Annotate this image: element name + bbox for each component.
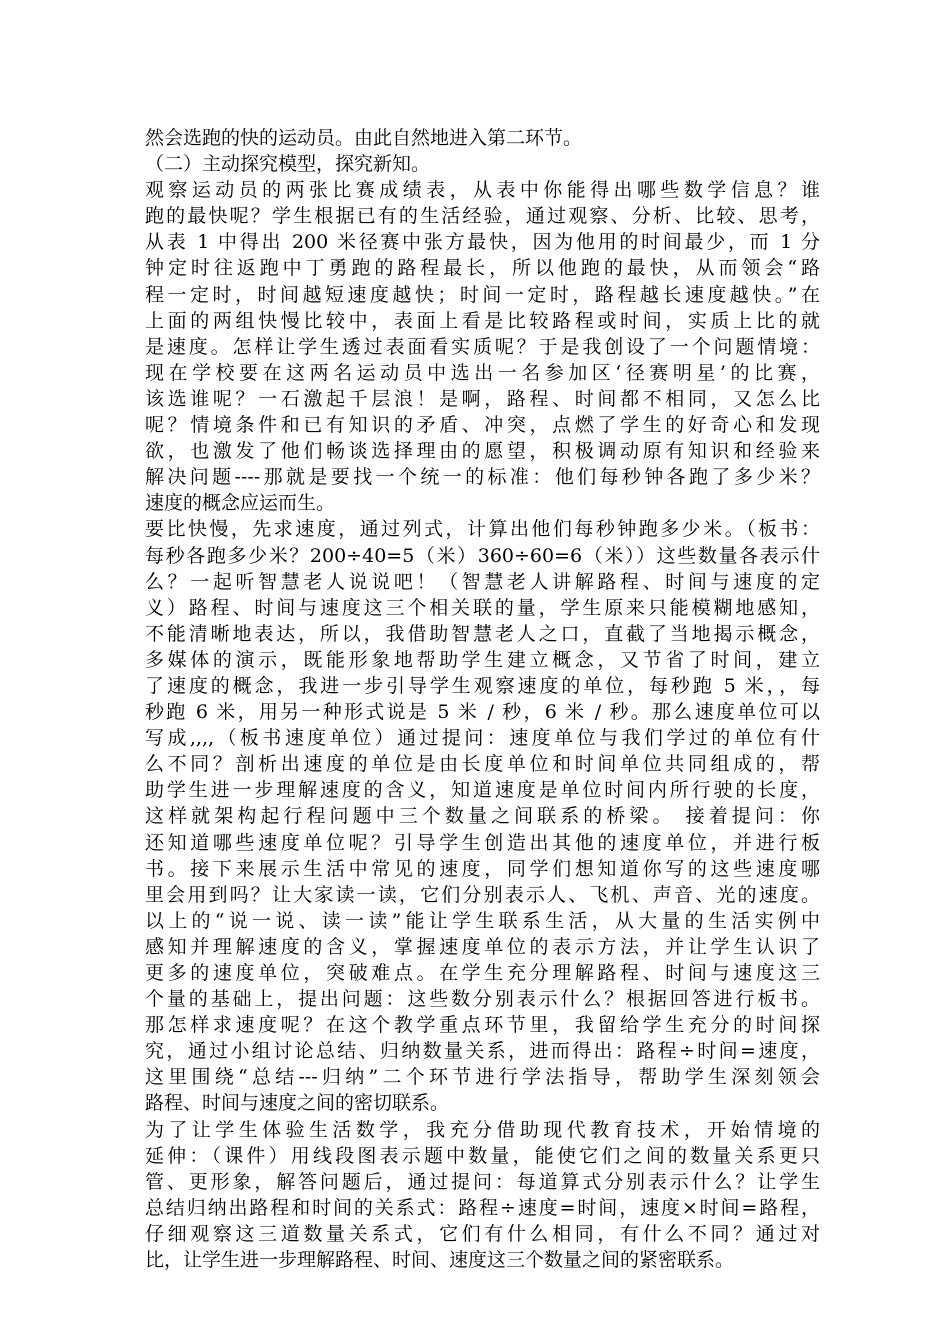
text-line: 书。接下来展示生活中常见的速度，同学们想知道你写的这些速度哪 — [145, 857, 820, 880]
text-line: 感知并理解速度的含义，掌握速度单位的表示方法，并让学生认识了 — [145, 935, 820, 958]
text-line: 欲，也激发了他们畅谈选择理由的愿望，积极调动原有知识和经验来 — [145, 440, 820, 463]
text-line: （二）主动探究模型，探究新知。 — [145, 153, 431, 176]
text-line: 以上的“说一说、读一读”能让学生联系生活，从大量的生活实例中 — [145, 909, 820, 932]
text-line: 路程、时间与速度之间的密切联系。 — [145, 1092, 450, 1115]
text-line: 上面的两组快慢比较中，表面上看是比较路程或时间，实质上比的就 — [145, 309, 820, 332]
text-line: 那怎样求速度呢？在这个教学重点环节里，我留给学生充分的时间探 — [145, 1014, 820, 1037]
text-line: 该选谁呢？一石激起千层浪！是啊，路程、时间都不相同，又怎么比 — [145, 387, 820, 410]
text-line: 要比快慢，先求速度，通过列式，计算出他们每秒钟跑多少米。（板书： — [145, 518, 820, 541]
text-line: 仔细观察这三道数量关系式，它们有什么相同，有什么不同？通过对 — [145, 1222, 820, 1245]
text-line: 是速度。怎样让学生透过表面看实质呢？于是我创设了一个问题情境： — [145, 335, 820, 358]
text-line: 总结归纳出路程和时间的关系式：路程÷速度=时间，速度×时间=路程， — [145, 1196, 820, 1219]
text-line: 这样就架构起行程问题中三个数量之间联系的桥梁。 接着提问：你 — [145, 805, 820, 828]
text-line: 究，通过小组讨论总结、归纳数量关系，进而得出：路程÷时间=速度， — [145, 1040, 820, 1063]
text-line: 么不同？剖析出速度的单位是由长度单位和时间单位共同组成的，帮 — [145, 753, 820, 776]
text-line: 义）路程、时间与速度这三个相关联的量，学生原来只能模糊地感知， — [145, 596, 820, 619]
text-line: 解决问题----那就是要找一个统一的标准：他们每秒钟各跑了多少米？ — [145, 466, 820, 489]
text-line: 每秒各跑多少米？200÷40=5（米）360÷60=6（米））这些数量各表示什 — [145, 544, 820, 567]
text-line: 么？一起听智慧老人说说吧！（智慧老人讲解路程、时间与速度的定 — [145, 570, 820, 593]
text-line: 这里围绕“总结---归纳”二个环节进行学法指导，帮助学生深刻领会 — [145, 1066, 820, 1089]
text-line: 呢？情境条件和已有知识的矛盾、冲突，点燃了学生的好奇心和发现 — [145, 414, 820, 437]
text-line: 了速度的概念，我进一步引导学生观察速度的单位，每秒跑 5 米，，每 — [145, 674, 820, 697]
text-line: 比，让学生进一步理解路程、时间、速度这三个数量之间的紧密联系。 — [145, 1249, 735, 1272]
text-line: 不能清晰地表达，所以，我借助智慧老人之口，直截了当地揭示概念， — [145, 622, 820, 645]
text-line: 现在学校要在这两名运动员中选出一名参加区‘径赛明星’的比赛， — [145, 361, 820, 384]
body-text — [145, 125, 820, 1273]
text-line: 延伸：（课件）用线段图表示题中数量，能使它们之间的数量关系更只 — [145, 1144, 820, 1167]
text-line: 多媒体的演示，既能形象地帮助学生建立概念，又节省了时间，建立 — [145, 648, 820, 671]
text-line: 速度的概念应运而生。 — [145, 492, 336, 515]
text-line: 写成,,,,（板书速度单位）通过提问：速度单位与我们学过的单位有什 — [145, 727, 820, 750]
text-line: 助学生进一步理解速度的含义，知道速度是单位时间内所行驶的长度， — [145, 779, 820, 802]
text-line: 更多的速度单位，突破难点。在学生充分理解路程、时间与速度这三 — [145, 962, 820, 984]
text-line: 还知道哪些速度单位呢？引导学生创造出其他的速度单位，并进行板 — [145, 831, 820, 854]
text-line: 然会选跑的快的运动员。由此自然地进入第二环节。 — [145, 127, 583, 149]
text-line: 程一定时，时间越短速度越快；时间一定时，路程越长速度越快。”在 — [145, 283, 820, 306]
text-line: 个量的基础上，提出问题：这些数分别表示什么？根据回答进行板书。 — [145, 988, 820, 1011]
text-line: 里会用到吗？让大家读一读，它们分别表示人、飞机、声音、光的速度。 — [145, 883, 820, 906]
text-line: 为了让学生体验生活数学，我充分借助现代教育技术，开始情境的 — [145, 1118, 820, 1141]
text-line: 跑的最快呢？学生根据已有的生活经验，通过观察、分析、比较、思考， — [145, 205, 820, 228]
text-line: 钟定时往返跑中丁勇跑的路程最长，所以他跑的最快，从而领会“路 — [145, 257, 820, 280]
text-line: 观察运动员的两张比赛成绩表，从表中你能得出哪些数学信息？谁 — [145, 179, 820, 202]
text-line: 秒跑 6 米，用另一种形式说是 5 米 / 秒，6 米 / 秒。那么速度单位可以 — [145, 701, 820, 724]
text-line: 管、更形象，解答问题后，通过提问：每道算式分别表示什么？让学生 — [145, 1170, 820, 1193]
text-line: 从表 1 中得出 200 米径赛中张方最快，因为他用的时间最少，而 1 分 — [145, 231, 820, 254]
